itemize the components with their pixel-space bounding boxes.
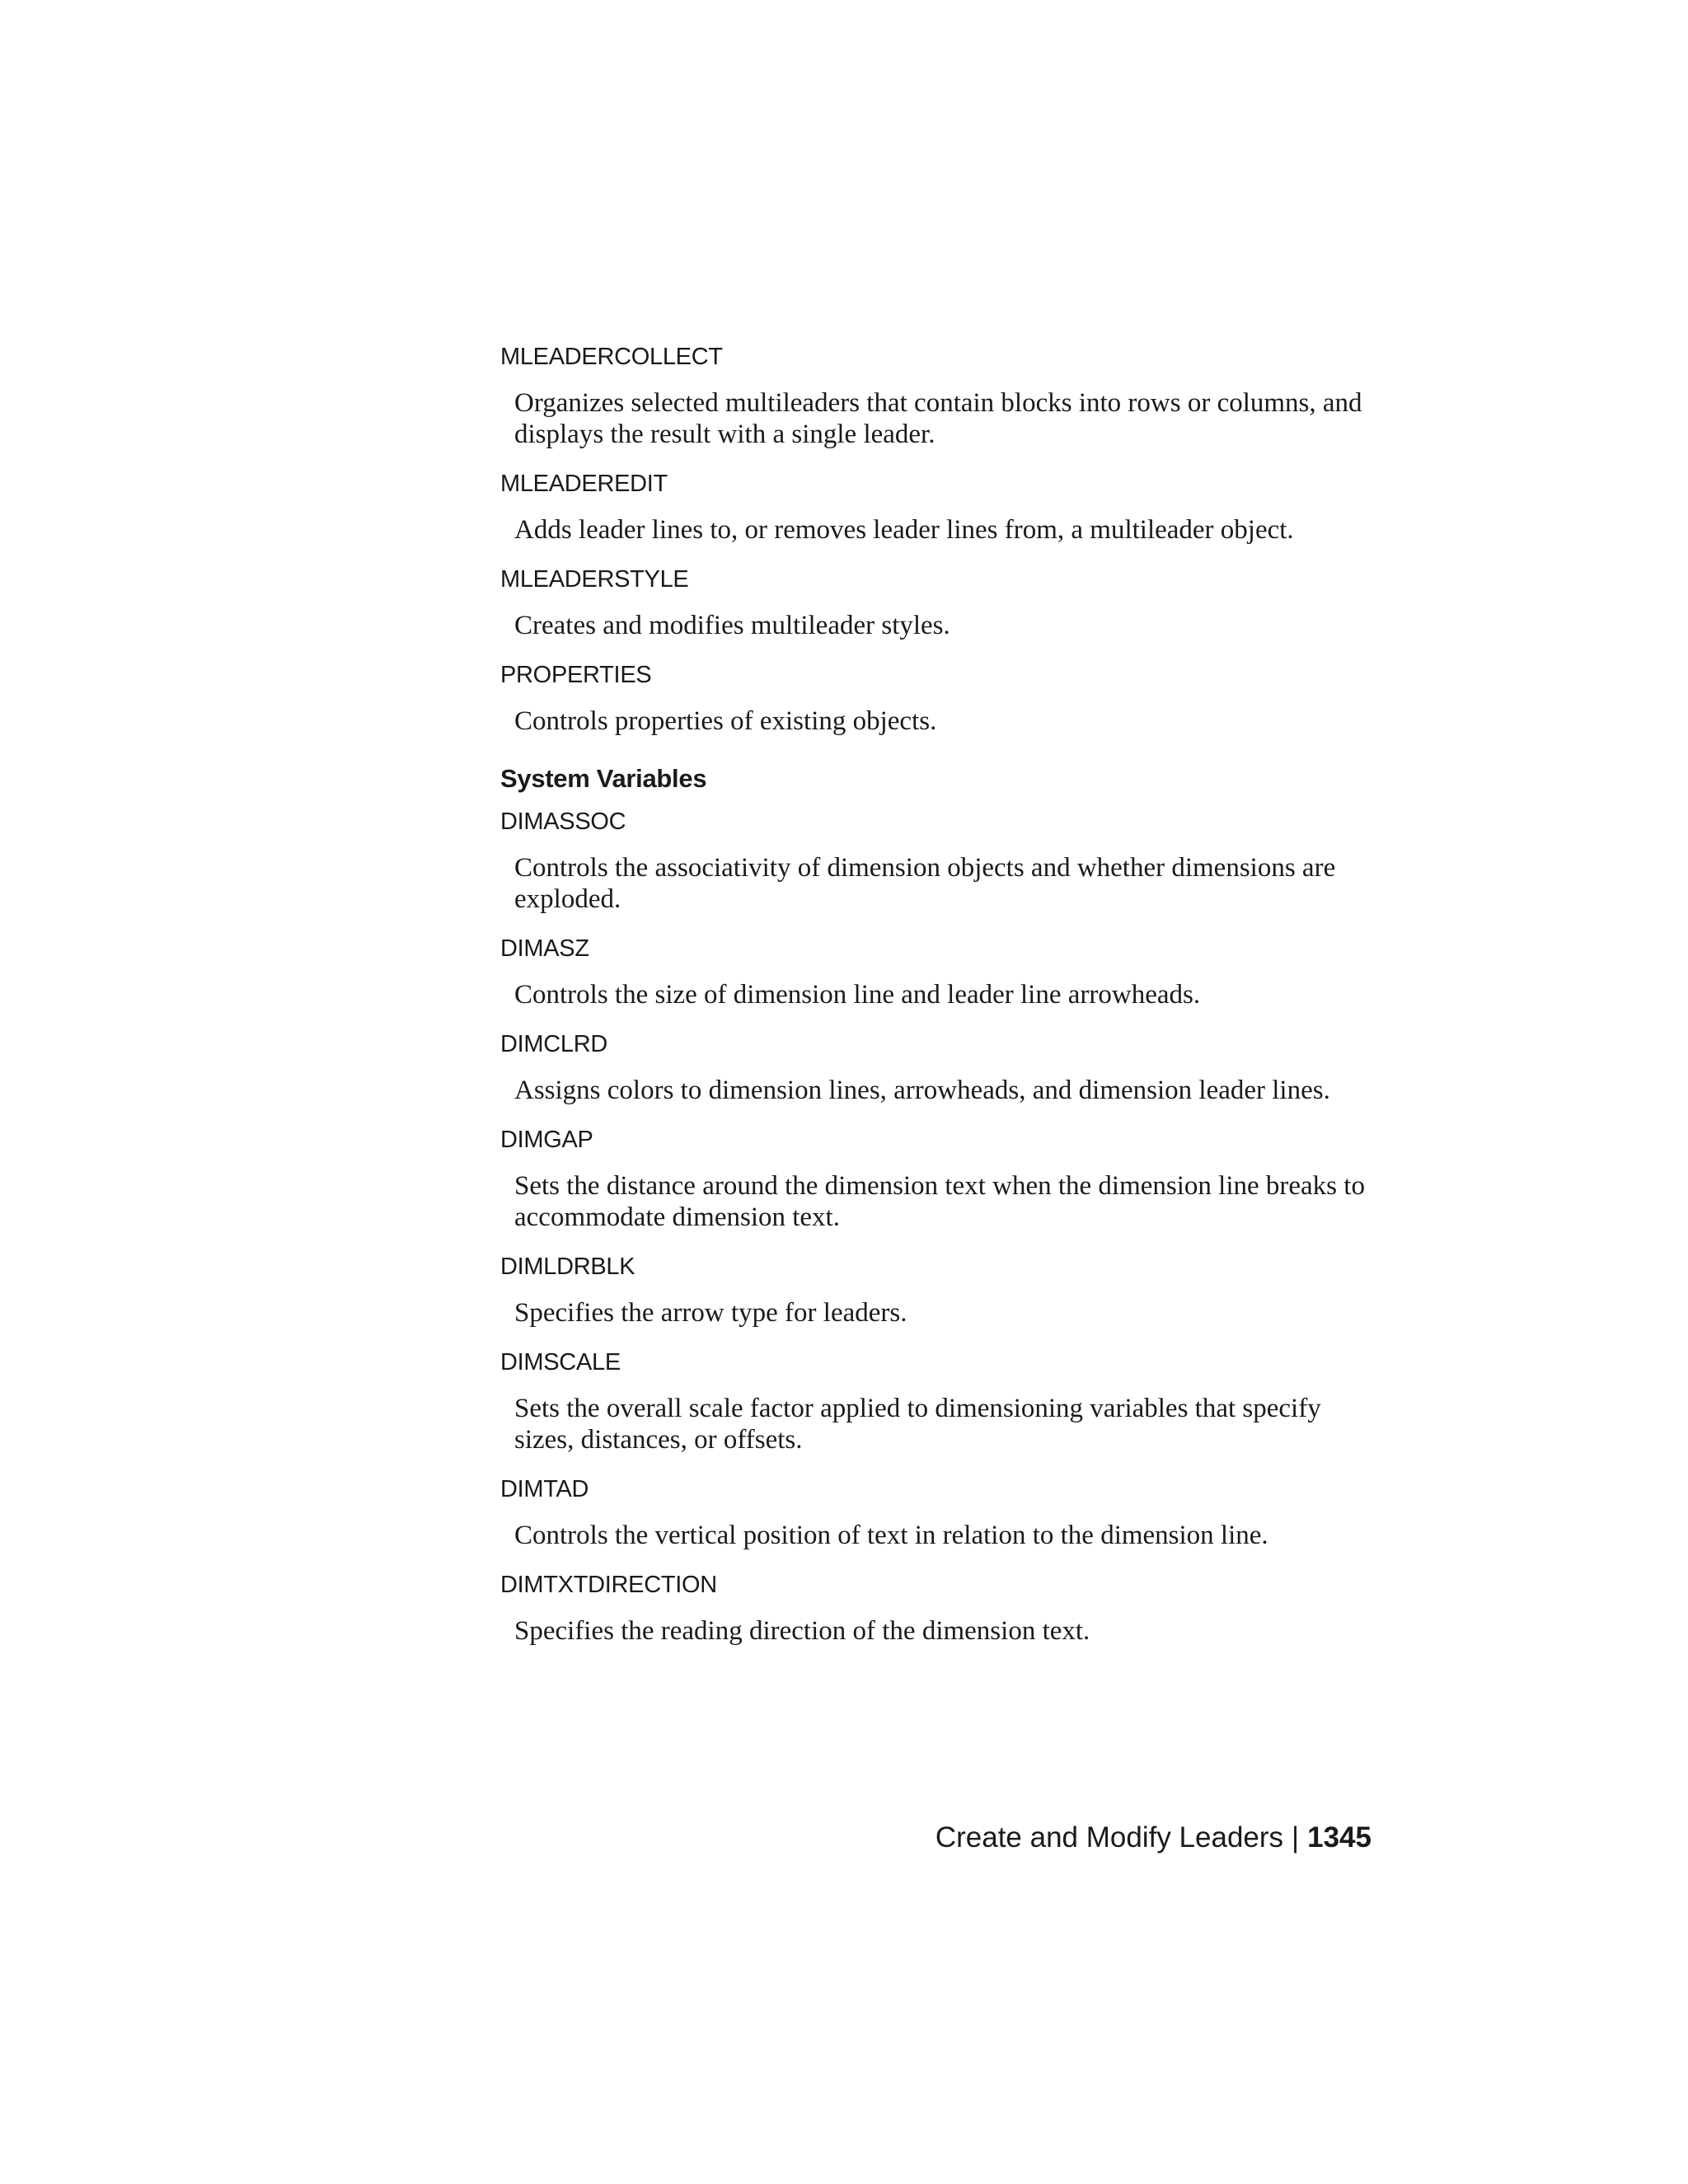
sysvar-term: DIMLDRBLK bbox=[500, 1254, 635, 1280]
command-description: Organizes selected multileaders that contain blocks into rows or columns, and displays the result with a single leader. bbox=[514, 388, 1362, 449]
sysvar-term: DIMTAD bbox=[500, 1476, 589, 1502]
command-description: Creates and modifies multileader styles. bbox=[514, 611, 950, 640]
sysvar-term: DIMCLRD bbox=[500, 1031, 608, 1057]
entries-list bbox=[500, 336, 1374, 1660]
sysvar-term: DIMTXTDIRECTION bbox=[500, 1572, 717, 1598]
command-term: PROPERTIES bbox=[500, 662, 652, 688]
sysvar-description: Controls the associativity of dimension objects and whether dimensions are exploded. bbox=[514, 853, 1336, 914]
chapter-title: Create and Modify Leaders bbox=[935, 1821, 1284, 1854]
sysvar-description: Specifies the reading direction of the dimension text. bbox=[514, 1616, 1090, 1646]
sysvar-term: DIMGAP bbox=[500, 1127, 593, 1153]
sysvar-description: Sets the overall scale factor applied to dimensioning variables that specify sizes, distances, or offsets. bbox=[514, 1394, 1321, 1455]
sysvar-term: DIMASZ bbox=[500, 935, 589, 962]
page-footer bbox=[935, 1817, 1372, 1858]
command-description: Controls properties of existing objects. bbox=[514, 706, 937, 736]
sysvar-term: DIMASSOC bbox=[500, 808, 626, 835]
sysvar-description: Controls the size of dimension line and leader line arrowheads. bbox=[514, 980, 1201, 1010]
section-heading: System Variables bbox=[500, 764, 707, 793]
command-term: MLEADERCOLLECT bbox=[500, 344, 723, 370]
command-term: MLEADEREDIT bbox=[500, 471, 668, 497]
sysvar-description: Assigns colors to dimension lines, arrowheads, and dimension leader lines. bbox=[514, 1076, 1330, 1105]
sysvar-description: Controls the vertical position of text in relation to the dimension line. bbox=[514, 1521, 1268, 1550]
sysvar-description: Specifies the arrow type for leaders. bbox=[514, 1298, 907, 1328]
sysvar-description: Sets the distance around the dimension text when the dimension line breaks to accommodate dimension text. bbox=[514, 1171, 1365, 1232]
footer-separator: | bbox=[1292, 1821, 1300, 1854]
page-number: 1345 bbox=[1307, 1821, 1372, 1854]
command-term: MLEADERSTYLE bbox=[500, 566, 689, 593]
sysvar-term: DIMSCALE bbox=[500, 1349, 621, 1376]
command-description: Adds leader lines to, or removes leader lines from, a multileader object. bbox=[514, 515, 1294, 545]
